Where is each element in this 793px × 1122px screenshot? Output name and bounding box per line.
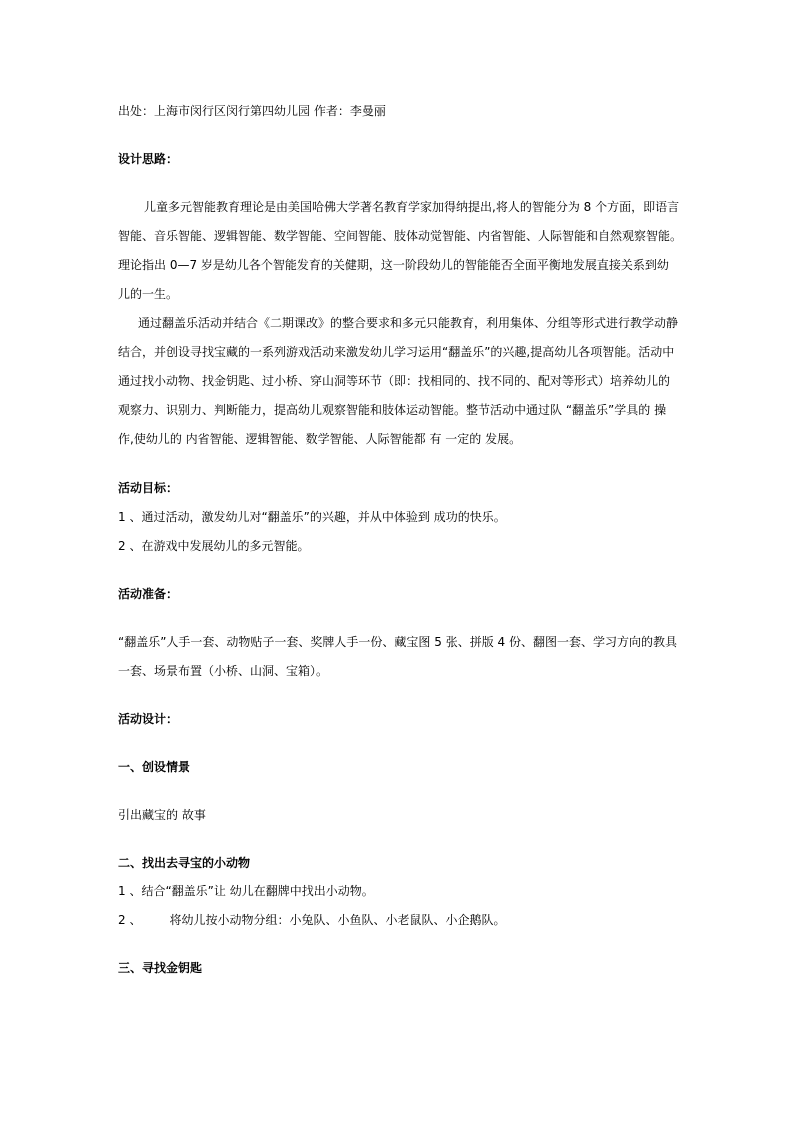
section-2-item-1: 1 、结合“翻盖乐”让 幼儿在翻牌中找出小动物。 <box>118 884 374 898</box>
intro-paragraph-1-line-1: 儿童多元智能教育理论是由美国哈佛大学著名教育学家加得纳提出,将人的智能分为 8 个方面，即语言 <box>144 200 680 214</box>
intro-paragraph-2-line-4: 观察力、识别力、判断能力，提高幼儿观察智能和肢体运动智能。整节活动中通过队 “翻盖乐”学具的 操 <box>118 403 667 417</box>
section-2-heading: 二、找出去寻宝的小动物 <box>118 856 251 870</box>
preparation-line-2: 一套、场景布置（小桥、山洞、宝箱）。 <box>118 664 329 678</box>
section-2-item-2-number: 2 、 <box>118 913 142 927</box>
section-3-heading: 三、寻找金钥匙 <box>118 961 203 975</box>
goals-heading: 活动目标： <box>118 481 179 495</box>
design-thinking-heading: 设计思路： <box>118 152 179 166</box>
intro-paragraph-1-line-4: 儿的一生。 <box>118 287 179 301</box>
intro-paragraph-2-line-2: 结合，并创设寻找宝藏的一系列游戏活动来激发幼儿学习运用“翻盖乐”的兴趣,提高幼儿各项智能。活动中 <box>118 345 675 359</box>
source-line: 出处：上海市闵行区闵行第四幼儿园 作者：李曼丽 <box>118 104 386 118</box>
intro-paragraph-2-line-1: 通过翻盖乐活动并结合《二期课改》的整合要求和多元只能教育，利用集体、分组等形式进行教学动静 <box>138 316 679 330</box>
goal-item-1: 1 、通过活动，激发幼儿对“翻盖乐”的兴趣，并从中体验到 成功的快乐。 <box>118 510 506 524</box>
goal-item-2: 2 、在游戏中发展幼儿的多元智能。 <box>118 539 310 553</box>
intro-paragraph-2-line-3: 通过找小动物、找金钥匙、过小桥、穿山洞等环节（即：找相同的、找不同的、配对等形式）培养幼儿的 <box>118 374 671 388</box>
intro-paragraph-1-line-3: 理论指出 0—7 岁是幼儿各个智能发育的关健期，这一阶段幼儿的智能能否全面平衡地发展直接关系到幼 <box>118 258 669 272</box>
section-2-item-2-text: 将幼儿按小动物分组：小兔队、小鱼队、小老鼠队、小企鹅队。 <box>169 913 506 927</box>
preparation-line-1: “翻盖乐”人手一套、动物贴子一套、奖牌人手一份、藏宝图 5 张、拼版 4 份、翻图一套、学习方向的教具 <box>118 635 677 649</box>
section-2-item-2 <box>118 912 505 928</box>
section-1-text: 引出藏宝的 故事 <box>118 808 206 822</box>
activity-design-heading: 活动设计： <box>118 712 179 726</box>
section-1-heading: 一、创设情景 <box>118 760 191 774</box>
intro-paragraph-2-line-5: 作,使幼儿的 内省智能、逻辑智能、数学智能、人际智能都 有 一定的 发展。 <box>118 432 522 446</box>
intro-paragraph-1-line-2: 智能、音乐智能、逻辑智能、数学智能、空间智能、肢体动觉智能、内省智能、人际智能和自然观察智能。 <box>118 229 683 243</box>
preparation-heading: 活动准备： <box>118 587 179 601</box>
